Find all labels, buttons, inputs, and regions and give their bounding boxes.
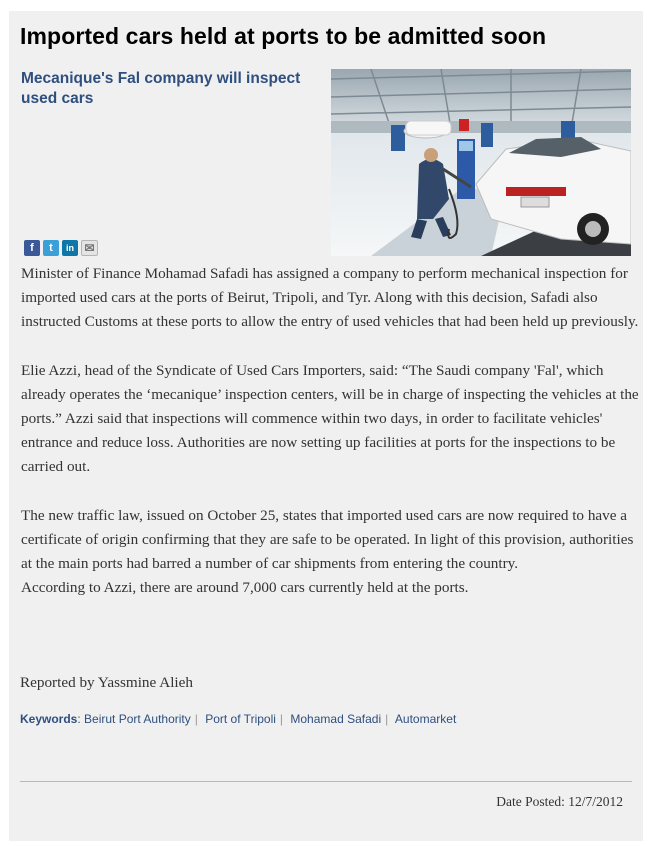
keywords-label: Keywords xyxy=(20,712,78,726)
car-inspection-photo xyxy=(331,69,631,256)
keyword-separator: | xyxy=(279,712,284,726)
facebook-icon[interactable]: f xyxy=(24,240,40,256)
article-subtitle: Mecanique's Fal company will inspect used cars xyxy=(21,70,301,107)
linkedin-icon[interactable]: in xyxy=(62,240,78,256)
keyword-link[interactable]: Beirut Port Authority xyxy=(84,712,191,726)
paragraph: According to Azzi, there are around 7,000 cars currently held at the ports. xyxy=(21,579,469,597)
article-body xyxy=(21,262,639,600)
paragraph: Minister of Finance Mohamad Safadi has assigned a company to perform mechanical inspection for imported used cars at the ports of Beirut, Tripoli, and Tyr. Along with this decision, Safadi also instructed Customs at these ports to allow the entry of used vehicles that had been held up previously. xyxy=(21,265,639,331)
reporter-byline: Reported by Yassmine Alieh xyxy=(20,674,193,691)
article-panel xyxy=(9,11,643,841)
paragraph: Elie Azzi, head of the Syndicate of Used Cars Importers, said: “The Saudi company 'Fal', which already operates the ‘mecanique’ inspection centers, will be in charge of inspecting the vehicles at the ports.” Azzi said that inspections will commence within two days, in order to facilitate vehicles' entrance and reduce loss. Authorities are now setting up facilities at ports for the inspections to be carried out. xyxy=(21,361,639,476)
article-title: Imported cars held at ports to be admitted soon xyxy=(20,23,547,49)
keyword-link[interactable]: Automarket xyxy=(394,712,457,726)
divider xyxy=(20,781,632,782)
article-photo xyxy=(331,69,631,256)
date-posted: Date Posted: 12/7/2012 xyxy=(496,794,623,809)
keyword-separator: | xyxy=(385,712,389,726)
keywords-colon: : xyxy=(77,712,85,726)
keyword-separator: | xyxy=(194,712,198,726)
keyword-link[interactable]: Mohamad Safadi xyxy=(290,712,382,726)
keywords-line xyxy=(20,712,456,726)
twitter-icon[interactable]: t xyxy=(43,240,59,256)
keyword-link[interactable]: Port of Tripoli xyxy=(205,712,276,726)
email-icon[interactable]: ✉ xyxy=(81,240,98,256)
paragraph: The new traffic law, issued on October 25, states that imported used cars are now required to have a certificate of origin confirming that they are safe to be operated. In light of this provision, authorities at the main ports had barred a number of car shipments from entering the country. xyxy=(21,506,634,573)
share-bar xyxy=(24,240,98,256)
